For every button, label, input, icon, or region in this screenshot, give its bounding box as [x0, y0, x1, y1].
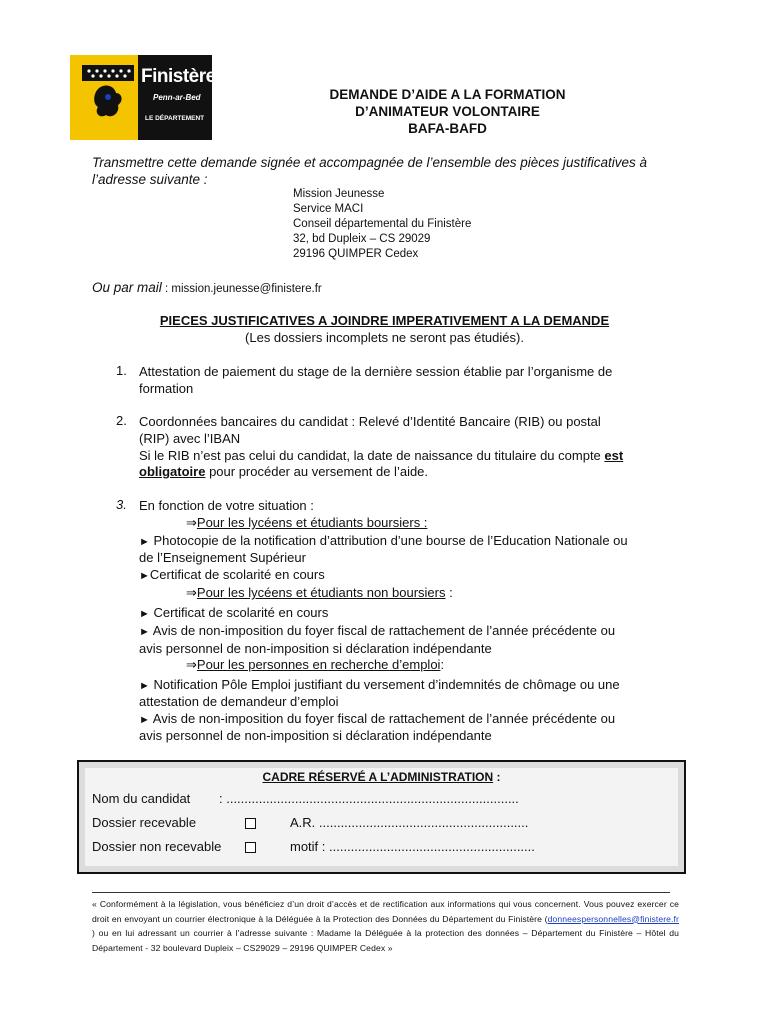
- subheading-non-boursiers: [186, 585, 453, 601]
- item-3-number: 3.: [116, 497, 127, 512]
- implies-arrow-icon: ⇒: [186, 585, 197, 600]
- subheading-boursiers: [186, 515, 427, 531]
- motif-field[interactable]: motif : .........................................................: [290, 839, 535, 854]
- boursiers-item-b-text: Certificat de scolarité en cours: [149, 567, 325, 582]
- address-line-2: Service MACI: [293, 203, 364, 215]
- subheading-boursiers-text: Pour les lycéens et étudiants boursiers :: [196, 515, 428, 530]
- mail-address[interactable]: mission.jeunesse@finistere.fr: [171, 283, 322, 295]
- intro-line-1: Transmettre cette demande signée et accompagnée de l’ensemble des pièces justificatives à: [92, 155, 648, 170]
- ar-field[interactable]: A.R. ..........................................................: [290, 815, 529, 830]
- bullet-triangle-icon: ►: [139, 536, 150, 548]
- bullet-triangle-icon: ►: [139, 570, 150, 582]
- dossier-non-recevable-label: Dossier non recevable: [92, 839, 222, 854]
- logo-tagline: Penn-ar-Bed: [153, 93, 201, 102]
- candidate-name-label: Nom du candidat: [92, 791, 191, 806]
- logo-department: LE DÉPARTEMENT: [145, 115, 205, 122]
- subheading-non-boursiers-text: Pour les lycéens et étudiants non boursiers: [196, 585, 446, 600]
- item-2-line-2: (RIP) avec l’IBAN: [139, 431, 241, 446]
- mail-label: Ou par mail: [92, 280, 162, 295]
- item-2-line-1: Coordonnées bancaires du candidat : Relevé d’Identité Bancaire (RIB) ou postal: [139, 414, 601, 429]
- item-2-line-4: [139, 463, 679, 480]
- non-boursiers-item-a: [139, 604, 679, 623]
- subheading-emploi-colon: :: [440, 657, 445, 672]
- recevable-checkbox[interactable]: [245, 818, 256, 829]
- non-boursiers-item-b-line-1: [139, 622, 679, 641]
- admin-reserved-box: [77, 760, 686, 874]
- bullet-triangle-icon: ►: [139, 714, 150, 726]
- emploi-item-a-line-2: attestation de demandeur d’emploi: [139, 694, 339, 709]
- bullet-triangle-icon: ►: [139, 626, 150, 638]
- item-1-line-1: Attestation de paiement du stage de la dernière session établie par l’organisme de: [139, 364, 613, 379]
- intro-line-2: l’adresse suivante :: [92, 172, 208, 187]
- admin-title-colon: :: [493, 770, 501, 784]
- item-2-line-3-text: Si le RIB n’est pas celui du candidat, la date de naissance du titulaire du compte: [139, 448, 605, 463]
- shield-lion-icon: [80, 63, 136, 131]
- mail-line: [92, 280, 322, 295]
- footnote-text-1: « Conformément à la législation, vous bénéficiez d’un droit d’accès et de rectification aux informations qui vous concernent. Vous pouvez exercer ce droit en envoyant un courrier électronique à la Déléguée à la Protection des Données du Département du Finistère (: [92, 899, 679, 924]
- non-recevable-checkbox[interactable]: [245, 842, 256, 853]
- candidate-name-field[interactable]: : .................................................................................: [219, 791, 519, 806]
- subheading-non-boursiers-colon: :: [445, 585, 453, 600]
- non-boursiers-item-b-line-2: avis personnel de non-imposition si déclaration indépendante: [139, 641, 492, 656]
- footnote-separator: [92, 892, 670, 893]
- boursiers-item-a-text: Photocopie de la notification d’attribution d’une bourse de l’Education Nationale ou: [153, 533, 628, 548]
- item-1-number: 1.: [116, 363, 127, 378]
- subheading-emploi-text: Pour les personnes en recherche d’emploi: [196, 657, 441, 672]
- subheading-emploi: [186, 657, 444, 673]
- title-line-3: BAFA-BAFD: [408, 121, 487, 136]
- item-2-emphasis-est: est: [604, 448, 624, 463]
- item-3-heading-text: En fonction de votre situation :: [139, 498, 314, 513]
- emploi-item-a-text: Notification Pôle Emploi justifiant du versement d’indemnités de chômage ou une: [153, 677, 620, 692]
- item-2-line-3: [139, 447, 679, 464]
- address-line-4: 32, bd Dupleix – CS 29029: [293, 233, 431, 245]
- implies-arrow-icon: ⇒: [186, 515, 197, 530]
- admin-box-inner: [85, 768, 678, 866]
- pieces-note: (Les dossiers incomplets ne seront pas étudiés).: [245, 330, 524, 345]
- non-boursiers-item-a-text: Certificat de scolarité en cours: [153, 605, 329, 620]
- boursiers-item-b: [139, 566, 679, 585]
- pieces-heading: PIECES JUSTIFICATIVES A JOINDRE IMPERATIVEMENT A LA DEMANDE: [159, 313, 610, 328]
- implies-arrow-icon: ⇒: [186, 657, 197, 672]
- address-line-3: Conseil départemental du Finistère: [293, 218, 472, 230]
- title-line-1: DEMANDE D’AIDE A LA FORMATION: [329, 87, 566, 102]
- item-1-line-2: formation: [139, 381, 194, 396]
- admin-title: [85, 770, 678, 784]
- finistere-logo: [70, 55, 216, 140]
- admin-title-text: CADRE RÉSERVÉ A L’ADMINISTRATION: [262, 770, 494, 784]
- title-line-2: D’ANIMATEUR VOLONTAIRE: [355, 104, 540, 119]
- item-2-number: 2.: [116, 413, 127, 428]
- non-boursiers-item-b-text: Avis de non-imposition du foyer fiscal de rattachement de l’année précédente ou: [152, 623, 616, 638]
- mail-separator: :: [161, 283, 172, 295]
- dpo-email-link[interactable]: donneespersonnelles@finistere.fr: [547, 913, 679, 924]
- emploi-item-b-line-2: avis personnel de non-imposition si déclaration indépendante: [139, 728, 492, 743]
- address-line-1: Mission Jeunesse: [293, 188, 385, 200]
- footnote-text-2: ) ou en lui adressant un courrier à l’adresse suivante : Madame la Déléguée à la protection des données – Département du Finistère – Hôtel du Département - 32 boulevard Dupleix – CS29029 – 29196 QUIMPER Cedex »: [92, 928, 679, 953]
- bullet-triangle-icon: ►: [139, 680, 150, 692]
- item-2-emphasis-obligatoire: obligatoire: [139, 464, 206, 479]
- logo-brand: Finistère: [141, 66, 216, 87]
- boursiers-item-a-line-2: de l’Enseignement Supérieur: [139, 550, 306, 565]
- dossier-recevable-label: Dossier recevable: [92, 815, 197, 830]
- footnote: [92, 897, 679, 955]
- address-line-5: 29196 QUIMPER Cedex: [293, 248, 419, 260]
- item-3-heading: [139, 497, 679, 514]
- bullet-triangle-icon: ►: [139, 608, 150, 620]
- item-2-line-4-text: pour procéder au versement de l’aide.: [205, 464, 429, 479]
- emploi-item-b-text: Avis de non-imposition du foyer fiscal de rattachement de l’année précédente ou: [152, 711, 616, 726]
